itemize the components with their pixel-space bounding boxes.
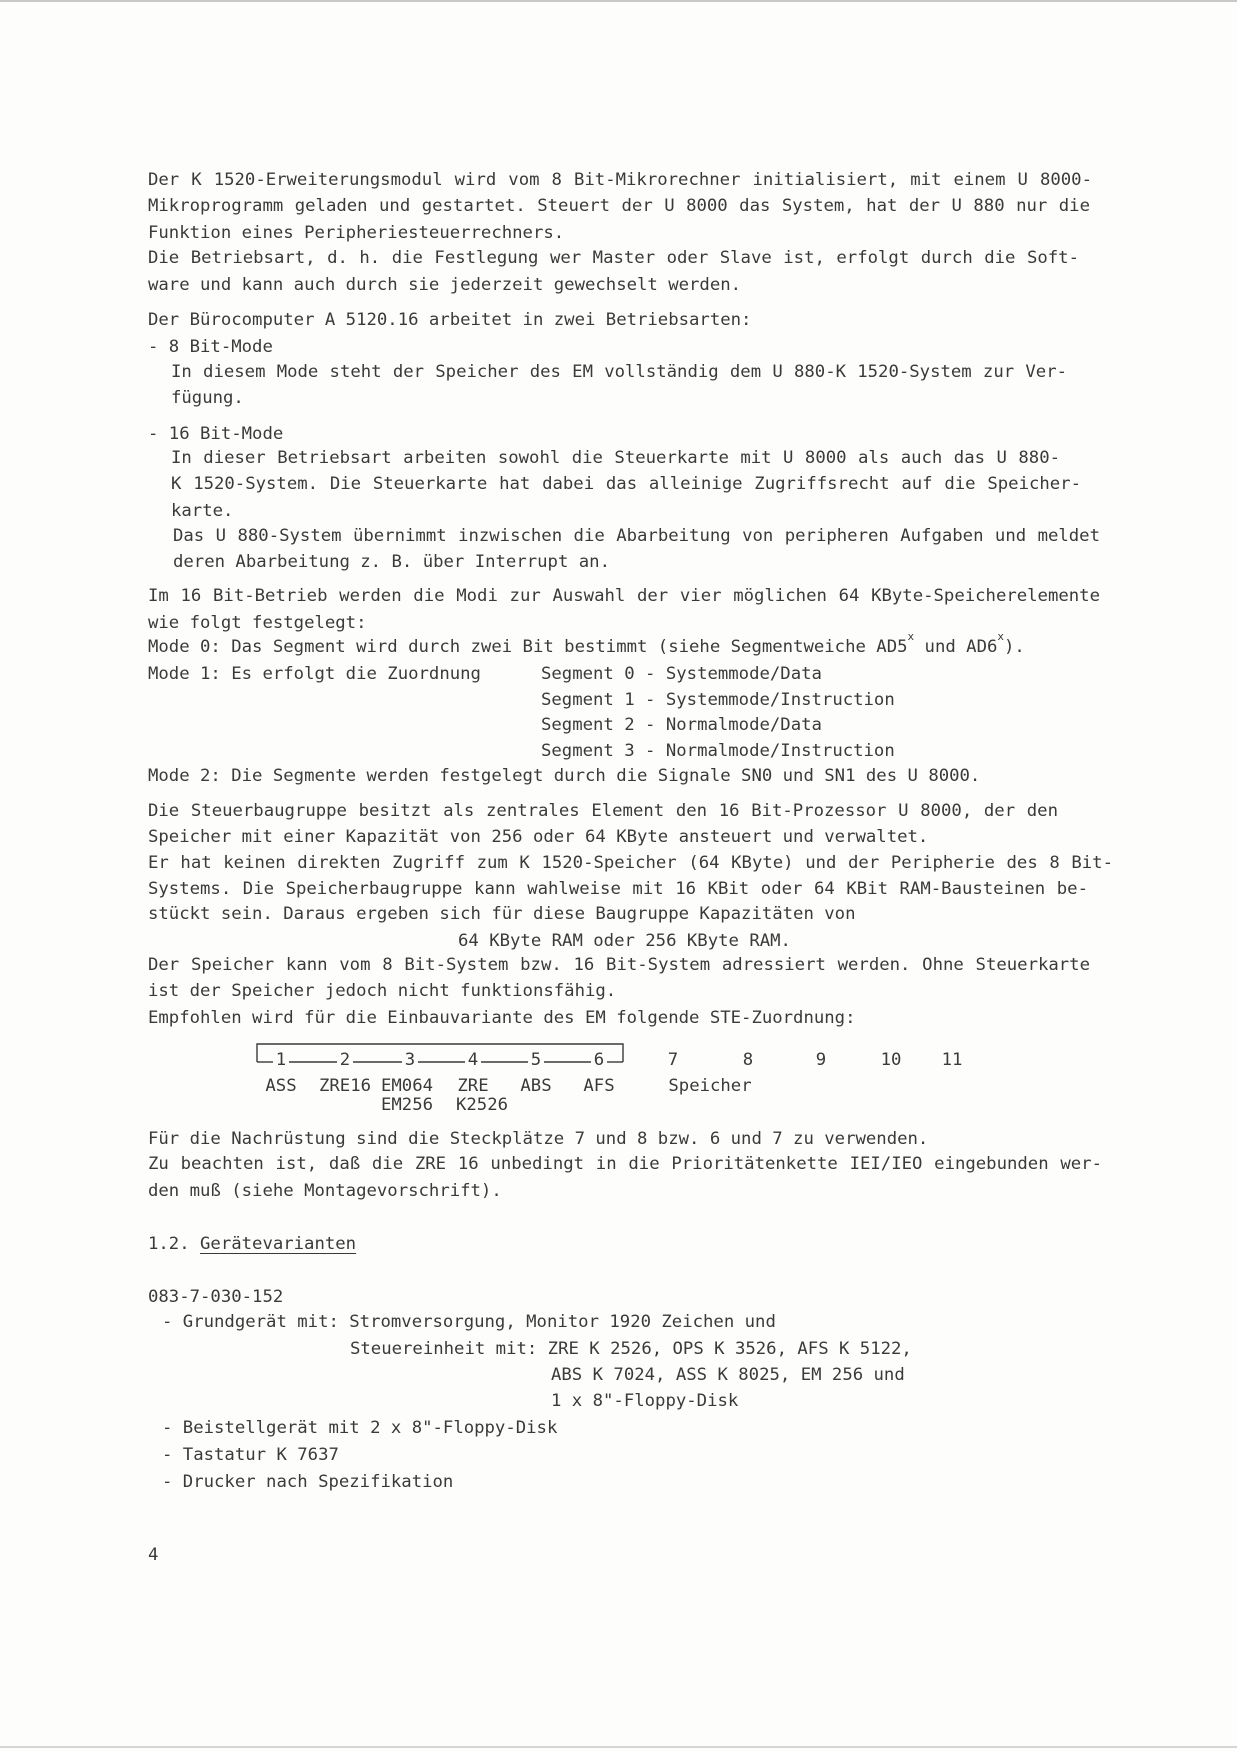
slot-number: 2 [339,1050,351,1070]
text-line: Die Betriebsart, d. h. die Festlegung wer Master oder Slave ist, erfolgt durch die Soft- [148,248,1079,268]
list-item-heading: - 8 Bit-Mode [148,337,273,357]
slot-label: ZRE [457,1076,489,1096]
list-item: - Tastatur K 7637 [162,1445,339,1465]
list-item: - Drucker nach Spezifikation [162,1472,454,1492]
page-number: 4 [148,1545,159,1565]
text-line: Der Bürocomputer A 5120.16 arbeitet in zwei Betriebsarten: [148,310,752,330]
slot-number: 8 [742,1050,754,1070]
superscript-x: x [997,630,1004,643]
mode-1-label: Mode 1: Es erfolgt die Zuordnung [148,664,481,684]
text-line: wie folgt festgelegt: [148,613,367,633]
list-item-continuation: ABS K 7024, ASS K 8025, EM 256 und [551,1365,905,1385]
mode-2-line: Mode 2: Die Segmente werden festgelegt durch die Signale SN0 und SN1 des U 8000. [148,766,981,786]
slot-number: 1 [275,1050,287,1070]
slot-label: Speicher [668,1076,752,1096]
text-line: Empfohlen wird für die Einbauvariante des EM folgende STE-Zuordnung: [148,1008,856,1028]
slot-label: ASS [265,1076,297,1096]
text-line: Funktion eines Peripheriesteuerrechners. [148,223,565,243]
text-line: fügung. [171,388,244,408]
text-line: stückt sein. Daraus ergeben sich für diese Baugruppe Kapazitäten von [148,904,856,924]
segment-line: Segment 3 - Normalmode/Instruction [541,741,895,761]
text-line: deren Abarbeitung z. B. über Interrupt an. [173,552,610,572]
scan-edge-top [0,0,1237,2]
text-line: Systems. Die Speicherbaugruppe kann wahlweise mit 16 KBit oder 64 KBit RAM-Bausteinen be- [148,879,1088,899]
slot-number: 3 [404,1050,416,1070]
slot-number: 10 [880,1050,902,1070]
slot-label: AFS [583,1076,615,1096]
text-line: karte. [171,501,234,521]
scan-edge-bottom [0,1746,1237,1748]
text-line: den muß (siehe Montagevorschrift). [148,1181,502,1201]
slot-bracket-lines [250,1038,630,1068]
section-number: 1.2. [148,1234,190,1254]
text-line: Die Steuerbaugruppe besitzt als zentrales Element den 16 Bit-Prozessor U 8000, der den [148,801,1058,821]
text-line: Speicher mit einer Kapazität von 256 oder 64 KByte ansteuert und verwaltet. [148,827,929,847]
capacities-line: 64 KByte RAM oder 256 KByte RAM. [458,931,791,951]
slot-number: 6 [593,1050,605,1070]
text-line: Im 16 Bit-Betrieb werden die Modi zur Auswahl der vier möglichen 64 KByte-Speicherelemente [148,586,1100,606]
mode-0-text: Mode 0: Das Segment wird durch zwei Bit bestimmt (siehe Segmentweiche AD5 [148,637,908,657]
list-item: - Beistellgerät mit 2 x 8"-Floppy-Disk [162,1418,558,1438]
slot-number: 5 [530,1050,542,1070]
slot-number: 4 [467,1050,479,1070]
slot-label: EM064 [380,1076,434,1096]
list-item-continuation: 1 x 8"-Floppy-Disk [551,1391,739,1411]
list-item-heading: - 16 Bit-Mode [148,424,284,444]
text-line: Er hat keinen direkten Zugriff zum K 1520-Speicher (64 KByte) und der Peripherie des 8 Bit- [148,853,1113,873]
slot-label: ZRE16 [318,1076,372,1096]
slot-number: 9 [815,1050,827,1070]
list-item-continuation: Steuereinheit mit: ZRE K 2526, OPS K 3526, AFS K 5122, [350,1339,912,1359]
text-line: Der Speicher kann vom 8 Bit-System bzw. 16 Bit-System adressiert werden. Ohne Steuerkarte [148,955,1090,975]
segment-line: Segment 0 - Systemmode/Data [541,664,822,684]
slot-number: 11 [941,1050,963,1070]
text-line: Das U 880-System übernimmt inzwischen die Abarbeitung von peripheren Aufgaben und meldet [173,526,1100,546]
segment-line: Segment 1 - Systemmode/Instruction [541,690,895,710]
mode-0-text: und AD6 [914,637,998,657]
text-line: Für die Nachrüstung sind die Steckplätze 7 und 8 bzw. 6 und 7 zu verwenden. [148,1129,929,1149]
text-line: Mikroprogramm geladen und gestartet. Steuert der U 8000 das System, hat der U 880 nur die [148,196,1090,216]
section-heading [148,1234,356,1254]
section-title: Gerätevarianten [200,1234,357,1254]
variant-code: 083-7-030-152 [148,1287,284,1307]
text-line: In dieser Betriebsart arbeiten sowohl die Steuerkarte mit U 8000 als auch das U 880- [171,448,1060,468]
text-line: ware und kann auch durch sie jederzeit gewechselt werden. [148,275,742,295]
mode-0-line [148,630,1025,657]
text-line: ist der Speicher jedoch nicht funktionsfähig. [148,981,617,1001]
list-item: - Grundgerät mit: Stromversorgung, Monitor 1920 Zeichen und [162,1312,776,1332]
segment-line: Segment 2 - Normalmode/Data [541,715,822,735]
mode-0-text: ). [1004,637,1025,657]
bracket-frame [257,1044,623,1062]
slot-label: EM256 [380,1095,434,1115]
superscript-x: x [907,630,915,643]
text-line: In diesem Mode steht der Speicher des EM vollständig dem U 880-K 1520-System zur Ver- [171,362,1067,382]
text-line: Der K 1520-Erweiterungsmodul wird vom 8 Bit-Mikrorechner initialisiert, mit einem U 8000- [148,170,1092,190]
slot-label: ABS [520,1076,552,1096]
text-line: Zu beachten ist, daß die ZRE 16 unbedingt in die Prioritätenkette IEI/IEO eingebunden wer- [148,1154,1102,1174]
text-line: K 1520-System. Die Steuerkarte hat dabei das alleinige Zugriffsrecht auf die Speicher- [171,474,1081,494]
slot-label: K2526 [455,1095,509,1115]
slot-number: 7 [667,1050,679,1070]
